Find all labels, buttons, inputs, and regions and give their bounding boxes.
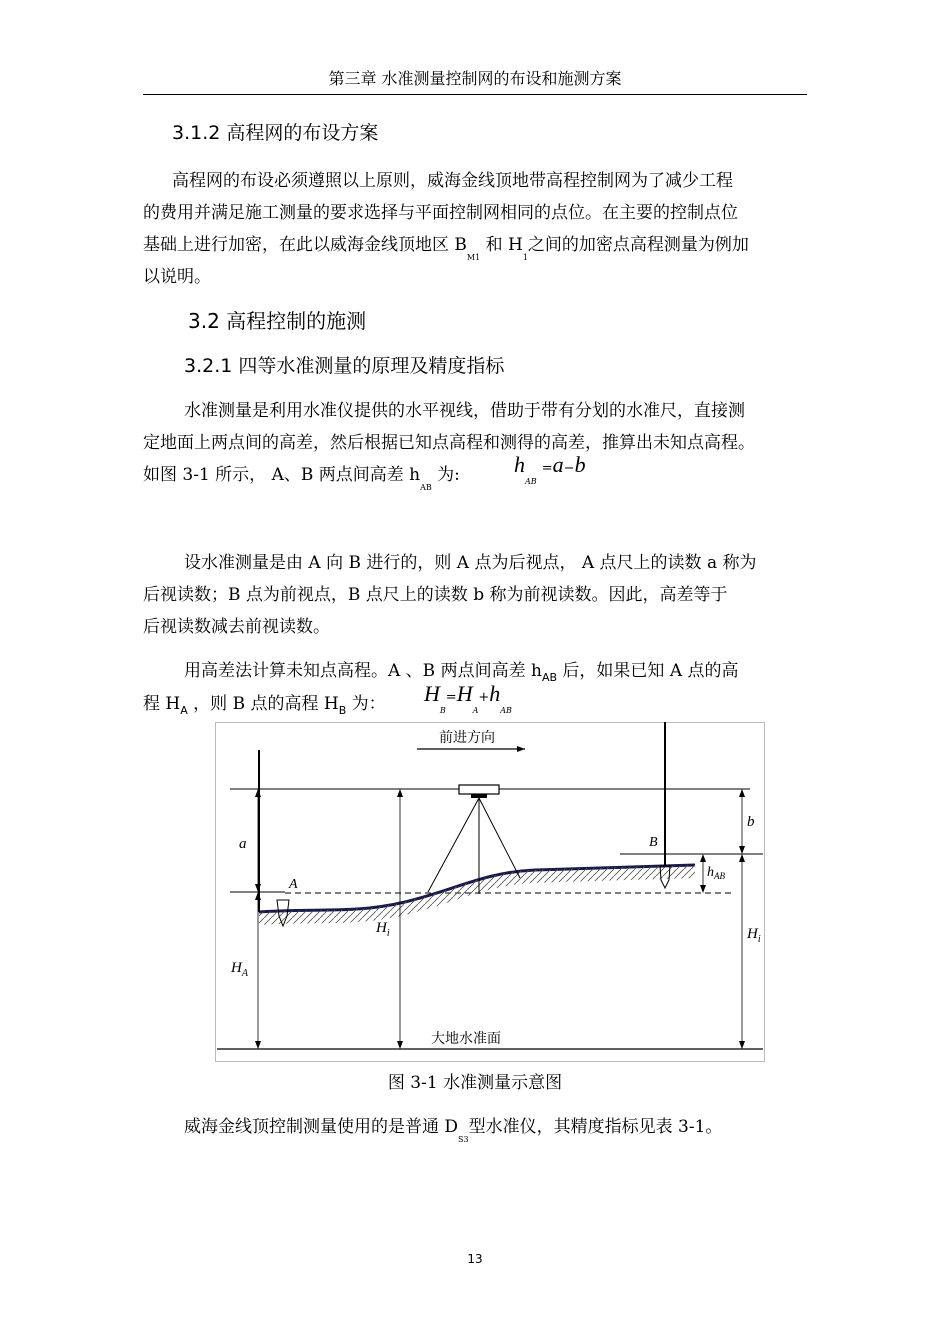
label-point-a: A — [289, 877, 298, 892]
paragraph-line — [184, 656, 739, 684]
formula-operator: − — [563, 461, 575, 476]
label-hb-main: H — [747, 926, 758, 942]
text-run: 为： — [346, 694, 386, 714]
level-instrument — [459, 785, 499, 794]
label-hi-sub: i — [386, 928, 390, 939]
formula-operator: + — [478, 690, 490, 705]
paragraph-line — [143, 460, 460, 492]
paragraph-line: 的费用并满足施工测量的要求选择与平面控制网相同的点位。在主要的控制点位 — [143, 203, 738, 223]
label-hb-sub: i — [757, 934, 761, 945]
formula-operator: = — [541, 461, 553, 476]
subscript: AB — [420, 483, 432, 492]
formula-symbol: H — [456, 681, 473, 706]
text-run: 用高差法计算未知点高程。A 、B 两点间高差 h — [184, 661, 542, 681]
label-hab-main: h — [707, 865, 714, 880]
datum-label: 大地水准面 — [431, 1031, 501, 1047]
paragraph-line: 水准测量是利用水准仪提供的水平视线，借助于带有分划的水准尺，直接测 — [184, 401, 745, 421]
figure-frame — [216, 723, 765, 1062]
text-run: ，则 B 点的高程 H — [187, 694, 339, 714]
text-run: 之间的加密点高程测量为例加 — [527, 235, 749, 255]
text-run: 和 H — [480, 235, 523, 255]
formula-symbol: H — [424, 681, 440, 706]
formula-subscript: AB — [525, 477, 537, 486]
header-rule — [143, 94, 807, 95]
chapter-header: 第三章 水准测量控制网的布设和施测方案 — [328, 69, 622, 88]
label-ha-sub: A — [241, 968, 248, 979]
leveling-diagram — [215, 722, 765, 1062]
label-hi-main: H — [376, 920, 387, 936]
formula-subscript: B — [439, 706, 446, 715]
subscript: A — [180, 704, 188, 717]
paragraph-line: 后视读数；B 点为前视点，B 点尺上的读数 b 称为前视读数。因此，高差等于 — [143, 585, 728, 605]
text-run: 基础上进行加密，在此以威海金线顶地区 B — [143, 235, 467, 255]
label-b: b — [747, 814, 755, 830]
section-3-1-2-heading: 3.1.2 高程网的布设方案 — [172, 122, 379, 144]
paragraph-line — [184, 1112, 722, 1144]
section-3-2-heading: 3.2 高程控制的施测 — [188, 309, 367, 333]
paragraph-line: 以说明。 — [143, 267, 211, 287]
paragraph-line: 高程网的布设必须遵照以上原则，威海金线顶地带高程控制网为了减少工程 — [172, 171, 733, 191]
formula-operator: = — [445, 690, 457, 705]
formula-hab — [514, 452, 586, 486]
subscript: 1 — [522, 253, 528, 262]
page-number: 13 — [467, 1252, 483, 1266]
paragraph-line: 定地面上两点间的高差，然后根据已知点高程和测得的高差，推算出未知点高程。 — [143, 433, 755, 453]
text-run: 程 H — [143, 694, 181, 714]
text-run: 为: — [431, 465, 460, 485]
text-run: 后，如果已知 A 点的高 — [557, 661, 739, 681]
label-hab-sub: AB — [714, 871, 725, 881]
instrument-base — [471, 794, 487, 798]
formula-symbol: b — [574, 452, 586, 477]
label-point-b: B — [649, 835, 658, 850]
paragraph-line — [143, 689, 386, 717]
subscript: S3 — [458, 1135, 469, 1144]
direction-label: 前进方向 — [439, 730, 495, 746]
figure-caption: 图 3-1 水准测量示意图 — [387, 1073, 563, 1093]
formula-symbol: a — [552, 452, 564, 477]
paragraph-line: 设水准测量是由 A 向 B 进行的，则 A 点为后视点， A 点尺上的读数 a 称为 — [184, 553, 757, 573]
paragraph-line — [143, 230, 749, 262]
label-a: a — [239, 836, 247, 852]
text-run: 型水准仪，其精度指标见表 3-1。 — [468, 1117, 723, 1137]
formula-symbol: h — [514, 452, 525, 477]
subscript: AB — [541, 671, 558, 684]
section-3-2-1-heading: 3.2.1 四等水准测量的原理及精度指标 — [184, 355, 505, 377]
label-ha-main: H — [231, 960, 242, 976]
formula-symbol: h — [489, 681, 501, 706]
subscript: M1 — [466, 253, 481, 262]
paragraph-line: 后视读数减去前视读数。 — [143, 617, 330, 637]
formula-subscript: AB — [500, 706, 512, 715]
subscript: B — [338, 704, 347, 717]
formula-subscript: A — [472, 706, 479, 715]
text-run: 威海金线顶控制测量使用的是普通 D — [184, 1117, 459, 1137]
formula-hb — [424, 681, 512, 715]
text-run: 如图 3-1 所示， A、B 两点间高差 h — [143, 465, 421, 485]
